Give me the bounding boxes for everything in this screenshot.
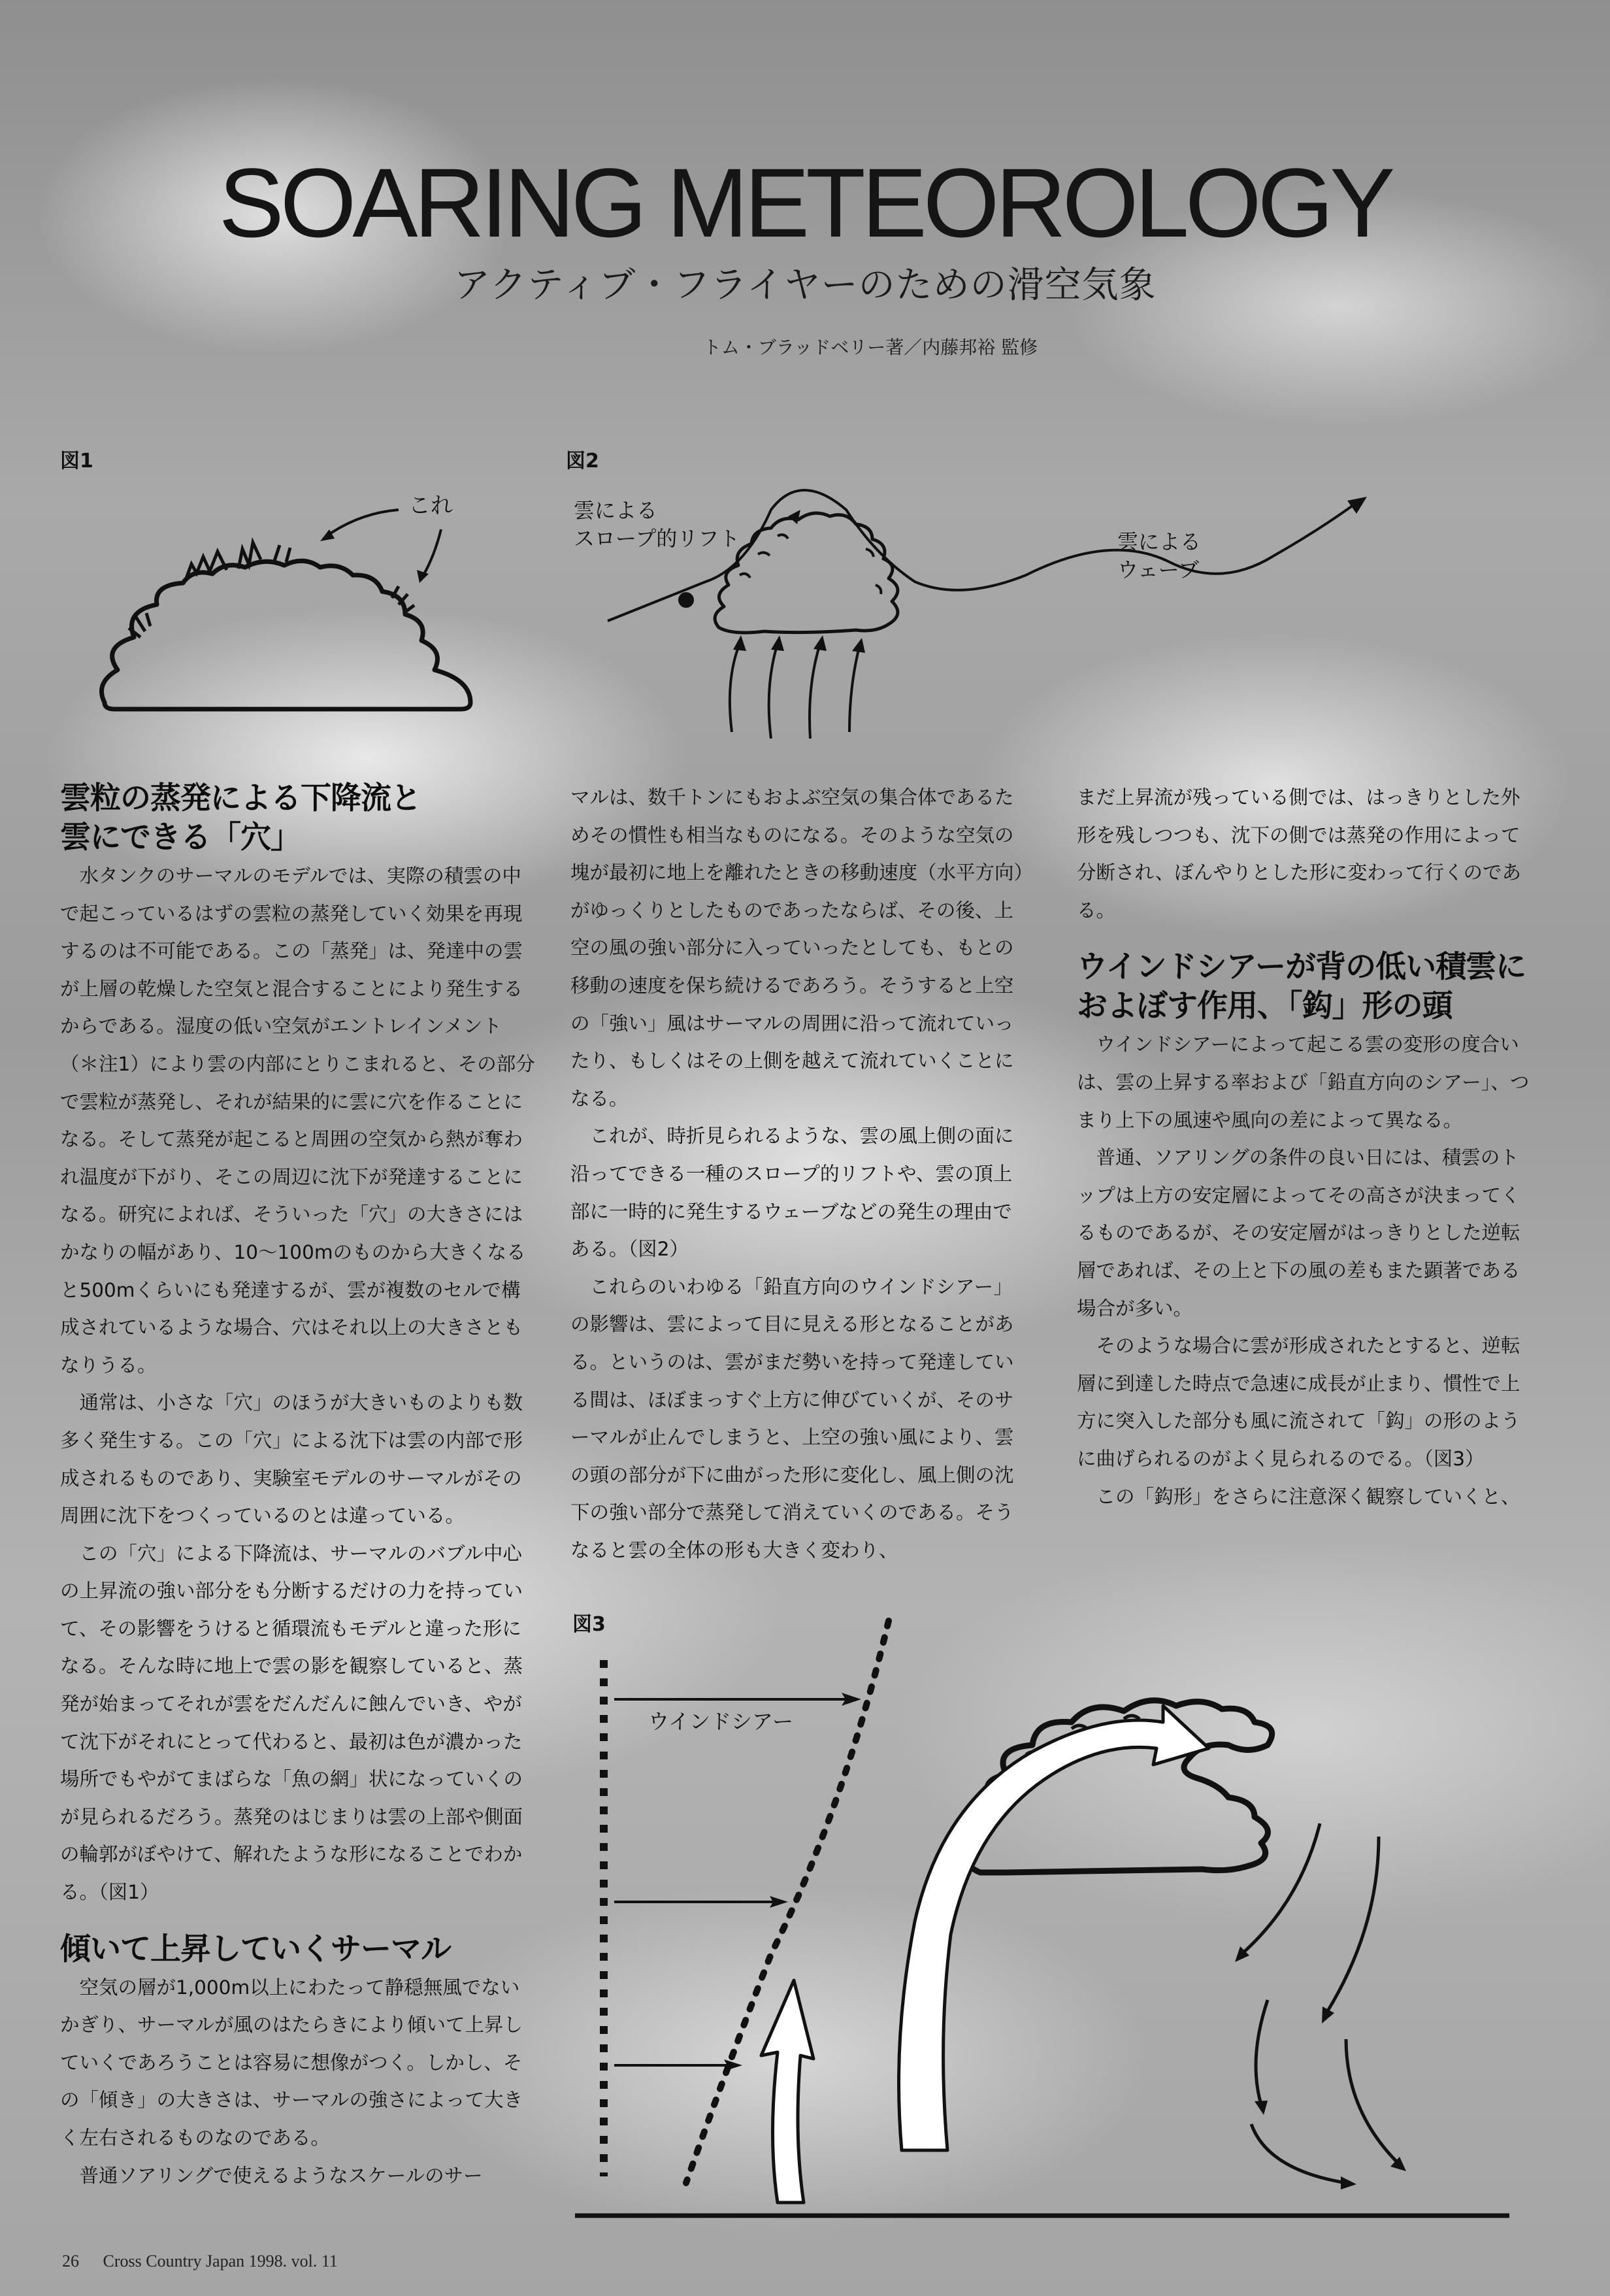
figure-1-arrow-2 xyxy=(423,529,441,575)
page-footer xyxy=(62,2252,357,2271)
paragraph: 水タンクのサーマルのモデルでは、実際の積雲の中で起こっているはずの雲粒の蒸発していく効果を再現するのは不可能である。この「蒸発」は、発達中の雲が上層の乾燥した空気と混合することにより発生するからである。湿度の低い空気がエントレインメント（＊注1）により雲の内部にとりこまれると、その部分で雲粒が蒸発し、それが結果的に雲に穴を作ることになる。そして蒸発が起こると周囲の空気から熱が奪われ温度が下がり、そこの周辺に沈下が発達することになる。研究によれば、そういった「穴」の大きさにはかなりの幅があり、10〜100mのものから大きくなると500mくらいにも発達するが、雲が複数のセルで構成されているような場合、穴はそれ以上の大きさともなりうる。 xyxy=(60,865,535,1376)
figure-3-diagram xyxy=(575,1614,1516,2235)
figure-1-diagram xyxy=(78,471,510,732)
paragraph: 空気の層が1,000m以上にわたって静穏無風でないかぎり、サーマルが風のはたらきにより傾いて上昇していくであろうことは容易に想像がつく。しかし、その「傾き」の大きさは、サーマルの強さによって大きく左右されるものなのである。 xyxy=(60,1976,523,2149)
figure-1-label: 図1 xyxy=(60,450,93,473)
figure-2-thermal-2 xyxy=(769,644,778,739)
figure-3-sink-arrow-3 xyxy=(1256,2000,1268,2105)
figure-3-wind-shear-label: ウインドシアー xyxy=(648,1709,794,1734)
paragraph: 通常は、小さな「穴」のほうが大きいものよりも数多く発生する。この「穴」による沈下は雲の内部で形成されるものであり、実験室モデルのサーマルがその周囲に沈下をつくっているのとは違っている。 xyxy=(60,1391,523,1527)
figure-2-lift-label-1: 雲による xyxy=(574,498,658,523)
figure-2-wave-arrowhead xyxy=(1347,497,1367,514)
figure-3-rising-thermal-arrow xyxy=(761,1980,813,2203)
figure-2-lift-point xyxy=(678,592,694,608)
paragraph: 普通ソアリングで使えるようなスケールのサー xyxy=(79,2164,483,2187)
figure-2-diagram xyxy=(568,471,1483,758)
figure-3-sink-arrow-2 xyxy=(1326,1837,1379,2013)
paragraph: まだ上昇流が残っている側では、はっきりとした外形を残しつつも、沈下の側では蒸発の作用によって分断され、ぼんやりとした形に変わって行くのである。 xyxy=(1077,786,1521,922)
section-heading-evaporation-2: 雲にできる「穴」 xyxy=(60,820,301,856)
figure-1-cloud xyxy=(102,561,471,709)
figure-2-wave-label-2: ウェーブ xyxy=(1117,557,1200,582)
paragraph: そのような場合に雲が形成されたとすると、逆転層に到達した時点で急速に成長が止まり、慣性で上方に突入した部分も風に流されて「鈎」の形のように曲げられるのがよく見られるのでる。（図3） xyxy=(1077,1335,1520,1470)
article-column-3 xyxy=(1077,779,1534,1516)
figure-3-sink-arrow-1 xyxy=(1241,1823,1320,1954)
figure-3-updraft-arrow xyxy=(899,1706,1209,2150)
paragraph: これが、時折見られるような、雲の風上側の面に沿ってできる一種のスロープ的リフトや、雲の頂上部に一時的に発生するウェーブなどの発生の理由である。（図2） xyxy=(570,1125,1014,1261)
figure-2-lift-label-2: スロープ的リフト xyxy=(574,526,740,551)
figure-2-cloud-bumps xyxy=(740,535,881,594)
section-heading-wind-shear-2: およぼす作用、「鈎」形の頭 xyxy=(1077,988,1453,1025)
section-heading-evaporation-1: 雲粒の蒸発による下降流と xyxy=(60,780,421,816)
publication-name: Cross Country Japan 1998. vol. 11 xyxy=(103,2252,338,2271)
figure-3-sink-arrow-5 xyxy=(1251,2124,1346,2183)
figure-2-thermal-4 xyxy=(849,647,859,732)
paragraph: この「穴」による下降流は、サーマルのバブル中心の上昇流の強い部分をも分断するだけの力を持っていて、その影響をうけると循環流もモデルと違った形になる。そんな時に地上で雲の影を観察していると、蒸発が始まってそれが雲をだんだんに蝕んでいき、やがて沈下がそれにとって代わると、最初は色が濃かった場所でもやがてまばらな「魚の網」状になっていくのが見られるだろう。蒸発のはじまりは雲の上部や側面の輪郭がぼやけて、解れたような形になることでわかる。（図1） xyxy=(60,1542,523,1904)
byline: トム・ブラッドベリー著／内藤邦裕 監修 xyxy=(702,337,1038,358)
page-title: SOARING METEOROLOGY xyxy=(218,148,1392,258)
figure-1-annotation: これ xyxy=(408,493,453,519)
section-heading-tilted-thermal: 傾いて上昇していくサーマル xyxy=(60,1931,451,1967)
paragraph: 普通、ソアリングの条件の良い日には、積雲のトップは上方の安定層によってその高さが決まってくるものであるが、その安定層がはっきりとした逆転層であれば、その上と下の風の差もまた顕著である場合が多い。 xyxy=(1077,1146,1520,1320)
article-column-1 xyxy=(60,779,537,2195)
figure-2-wave-label-1: 雲による xyxy=(1117,529,1202,554)
paragraph: これらのいわゆる「鉛直方向のウインドシアー」の影響は、雲によって目に見える形となることがある。というのは、雲がまだ勢いを持って発達している間は、ほぼまっすぐ上方に伸びていくが、そのサーマルが止んでしまうと、上空の強い風により、雲の頭の部分が下に曲がった形に変化し、風上側の沈下の強い部分で蒸発して消えていくのである。そうなると雲の全体の形も大きく変わり、 xyxy=(570,1275,1014,1561)
article-column-2 xyxy=(570,779,1028,1569)
figure-2-label: 図2 xyxy=(566,450,599,473)
figure-2-thermal-3 xyxy=(810,644,820,739)
figure-3-sink-arrow-4 xyxy=(1346,2039,1398,2163)
figure-2-thermal-1 xyxy=(730,644,740,732)
paragraph: ウインドシアーによって起こる雲の変形の度合いは、雲の上昇する率および「鉛直方向のシアー」、つまり上下の風速や風向の差によって異なる。 xyxy=(1077,1033,1530,1131)
paragraph: この「鈎形」をさらに注意深く観察していくと、 xyxy=(1096,1485,1520,1508)
figure-1-arrow-1 xyxy=(327,510,399,536)
paragraph: マルは、数千トンにもおよぶ空気の集合体であるためその慣性も相当なものになる。そのような空気の塊が最初に地上を離れたときの移動速度（水平方向）がゆっくりとしたものであったならば、その後、上空の風の強い部分に入っていったとしても、もとの移動の速度を保ち続けるであろう。そうすると上空の「強い」風はサーマルの周囲に沿って流れていったり、もしくはその上側を越えて流れていくことになる。 xyxy=(570,786,1024,1110)
figure-3-label: 図3 xyxy=(572,1613,606,1636)
page-number: 26 xyxy=(62,2252,79,2271)
section-heading-wind-shear-1: ウインドシアーが背の低い積雲に xyxy=(1077,949,1526,986)
page-subtitle: アクティブ・フライヤーのための滑空気象 xyxy=(453,264,1157,307)
